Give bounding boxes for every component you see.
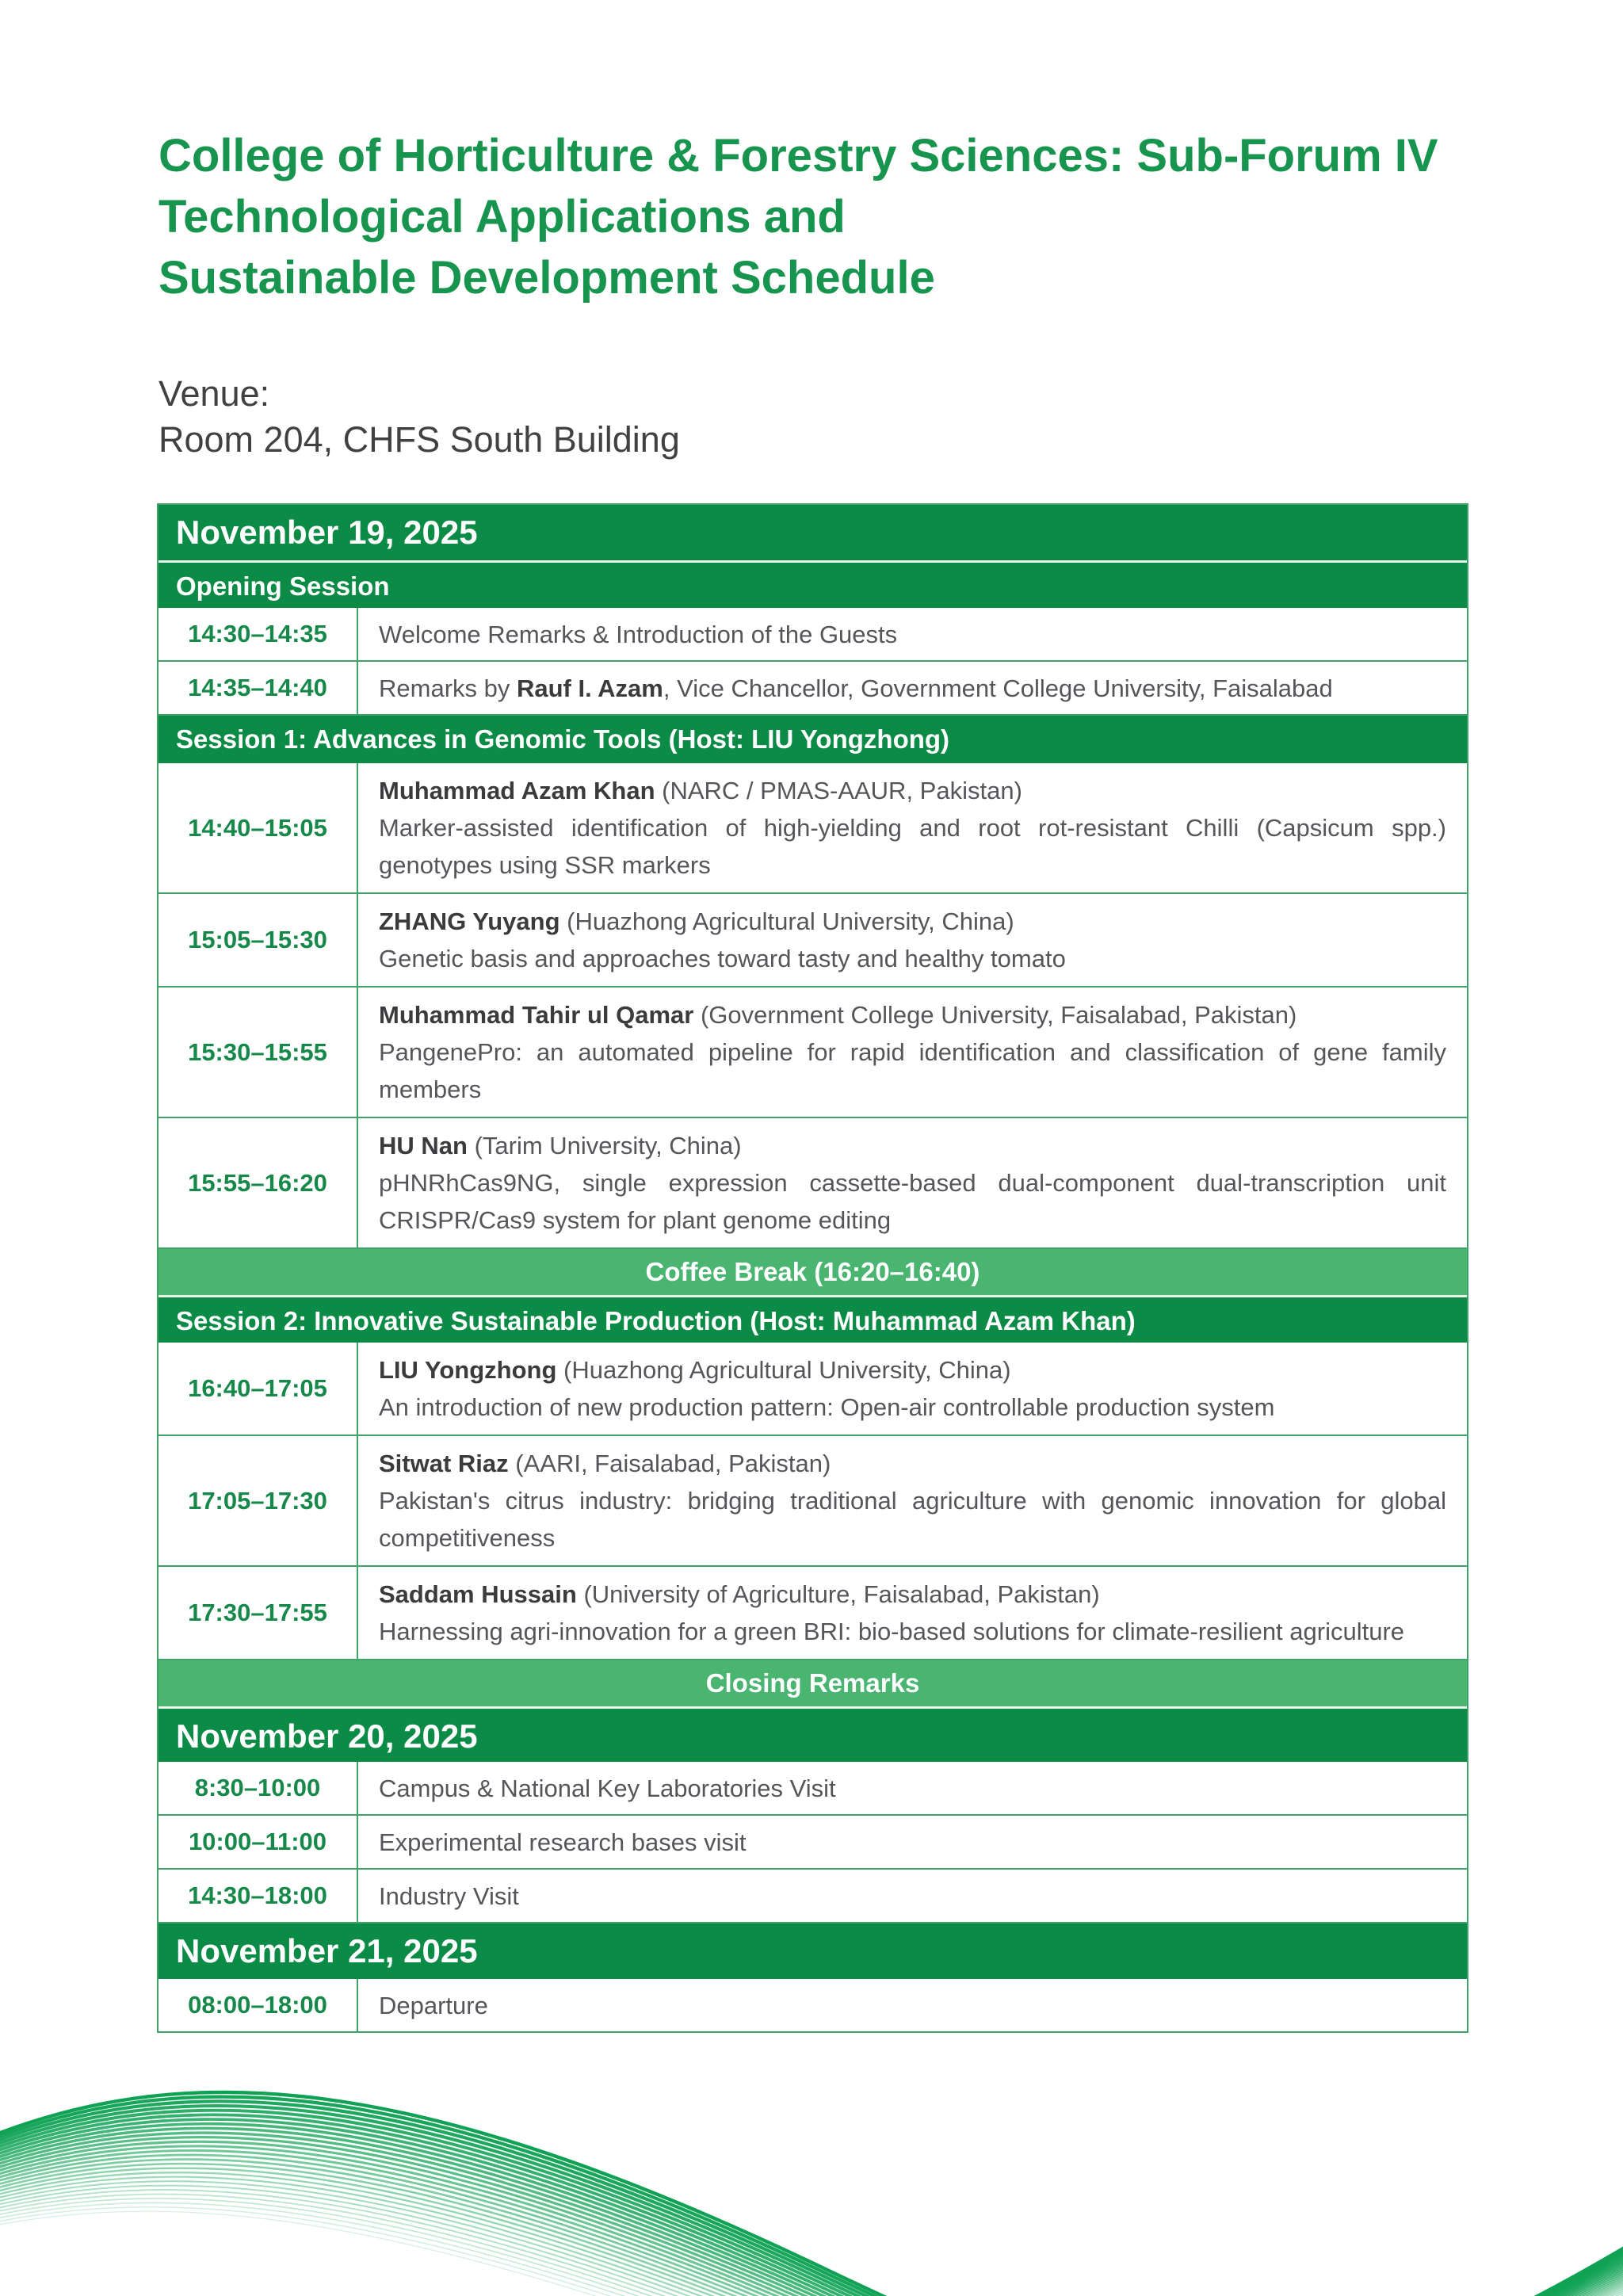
time-cell: 10:00–11:00 (158, 1816, 358, 1868)
event-cell (358, 1870, 1467, 1922)
table-row (158, 1118, 1467, 1249)
session-header-opening: Opening Session (158, 560, 1467, 608)
event-text: Experimental research bases visit (379, 1828, 747, 1856)
event-cell (358, 1436, 1467, 1565)
speaker-name: Saddam Hussain (379, 1580, 577, 1608)
event-cell (358, 1979, 1467, 2031)
decorative-wave-graphic (0, 2027, 1623, 2296)
page-title-line-2: Technological Applications and (158, 191, 846, 243)
talk-title: Genetic basis and approaches toward tasty and healthy tomato (379, 945, 1066, 972)
event-cell (358, 608, 1467, 660)
speaker-line (379, 903, 1446, 940)
speaker-name: Muhammad Azam Khan (379, 777, 655, 804)
talk-title: PangenePro: an automated pipeline for rapid identification and classification of gene family members (379, 1038, 1446, 1103)
speaker-affiliation: (Huazhong Agricultural University, China) (567, 907, 1014, 935)
venue-value: Room 204, CHFS South Building (158, 419, 680, 460)
event-cell (358, 1343, 1467, 1435)
venue-block (158, 371, 680, 463)
table-row (158, 763, 1467, 894)
speaker-affiliation: (Tarim University, China) (474, 1132, 742, 1159)
talk-title: Marker-assisted identification of high-yielding and root rot-resistant Chilli (Capsicum spp.) genotypes using SSR markers (379, 814, 1446, 879)
speaker-affiliation: (NARC / PMAS-AAUR, Pakistan) (662, 777, 1022, 804)
talk-title: Harnessing agri-innovation for a green BRI: bio-based solutions for climate-resilient agriculture (379, 1618, 1405, 1645)
time-cell: 14:30–18:00 (158, 1870, 358, 1922)
speaker-name: LIU Yongzhong (379, 1356, 557, 1384)
time-cell: 14:35–14:40 (158, 662, 358, 714)
event-text: Industry Visit (379, 1881, 519, 1910)
event-text: Departure (379, 1991, 488, 2019)
speaker-line (379, 1445, 1446, 1482)
talk-title: pHNRhCas9NG, single expression cassette-based dual-component dual-transcription unit CRISPR/Cas9 system for plant genome editing (379, 1169, 1446, 1234)
table-row (158, 608, 1467, 662)
speaker-affiliation: (AARI, Faisalabad, Pakistan) (515, 1450, 831, 1477)
speaker-name: HU Nan (379, 1132, 468, 1159)
table-row (158, 988, 1467, 1118)
closing-remarks-band: Closing Remarks (158, 1660, 1467, 1706)
time-cell: 08:00–18:00 (158, 1979, 358, 2031)
time-cell: 15:30–15:55 (158, 988, 358, 1117)
event-cell (358, 662, 1467, 714)
speaker-name: Sitwat Riaz (379, 1450, 509, 1477)
event-cell (358, 1118, 1467, 1247)
event-cell (358, 1567, 1467, 1659)
coffee-break-band: Coffee Break (16:20–16:40) (158, 1249, 1467, 1295)
time-cell: 14:40–15:05 (158, 763, 358, 892)
speaker-affiliation: (Huazhong Agricultural University, China) (563, 1356, 1011, 1384)
time-cell: 8:30–10:00 (158, 1762, 358, 1814)
schedule-table (157, 503, 1468, 2033)
page-title-line-3: Sustainable Development Schedule (158, 252, 935, 304)
table-row (158, 894, 1467, 988)
time-cell: 17:05–17:30 (158, 1436, 358, 1565)
table-row (158, 662, 1467, 716)
event-cell (358, 1816, 1467, 1868)
time-cell: 14:30–14:35 (158, 608, 358, 660)
page-title (158, 125, 1438, 308)
event-text (379, 670, 1446, 707)
speaker-line (379, 772, 1446, 809)
speaker-line (379, 996, 1446, 1033)
date-header-nov-20: November 20, 2025 (158, 1706, 1467, 1762)
date-header-nov-19: November 19, 2025 (158, 505, 1467, 560)
speaker-line (379, 1576, 1446, 1613)
speaker-affiliation: (University of Agriculture, Faisalabad, Pakistan) (583, 1580, 1100, 1608)
event-suffix: , Vice Chancellor, Government College University, Faisalabad (663, 674, 1333, 702)
talk-title: Pakistan's citrus industry: bridging traditional agriculture with genomic innovation for global competitiveness (379, 1487, 1446, 1552)
talk-title: An introduction of new production pattern: Open-air controllable production system (379, 1393, 1275, 1421)
event-text: Welcome Remarks & Introduction of the Guests (379, 620, 898, 648)
speaker-line (379, 1127, 1446, 1164)
event-cell (358, 988, 1467, 1117)
event-text: Campus & National Key Laboratories Visit (379, 1774, 836, 1802)
time-cell: 17:30–17:55 (158, 1567, 358, 1659)
event-person-name: Rauf I. Azam (516, 674, 663, 702)
event-cell (358, 1762, 1467, 1814)
date-header-nov-21: November 21, 2025 (158, 1924, 1467, 1979)
venue-label: Venue: (158, 373, 270, 414)
event-cell (358, 763, 1467, 892)
speaker-line (379, 1351, 1446, 1389)
table-row (158, 1870, 1467, 1924)
speaker-name: ZHANG Yuyang (379, 907, 560, 935)
table-row (158, 1816, 1467, 1870)
table-row (158, 1343, 1467, 1436)
time-cell: 15:05–15:30 (158, 894, 358, 986)
table-row (158, 1436, 1467, 1567)
table-row (158, 1567, 1467, 1660)
event-cell (358, 894, 1467, 986)
event-prefix: Remarks by (379, 674, 517, 702)
session-header-session1: Session 1: Advances in Genomic Tools (Host: LIU Yongzhong) (158, 716, 1467, 763)
speaker-name: Muhammad Tahir ul Qamar (379, 1001, 694, 1029)
page-title-line-1: College of Horticulture & Forestry Sciences: Sub-Forum IV (158, 130, 1438, 181)
time-cell: 15:55–16:20 (158, 1118, 358, 1247)
table-row (158, 1979, 1467, 2031)
speaker-affiliation: (Government College University, Faisalabad, Pakistan) (700, 1001, 1297, 1029)
session-header-session2: Session 2: Innovative Sustainable Production (Host: Muhammad Azam Khan) (158, 1295, 1467, 1343)
table-row (158, 1762, 1467, 1816)
time-cell: 16:40–17:05 (158, 1343, 358, 1435)
